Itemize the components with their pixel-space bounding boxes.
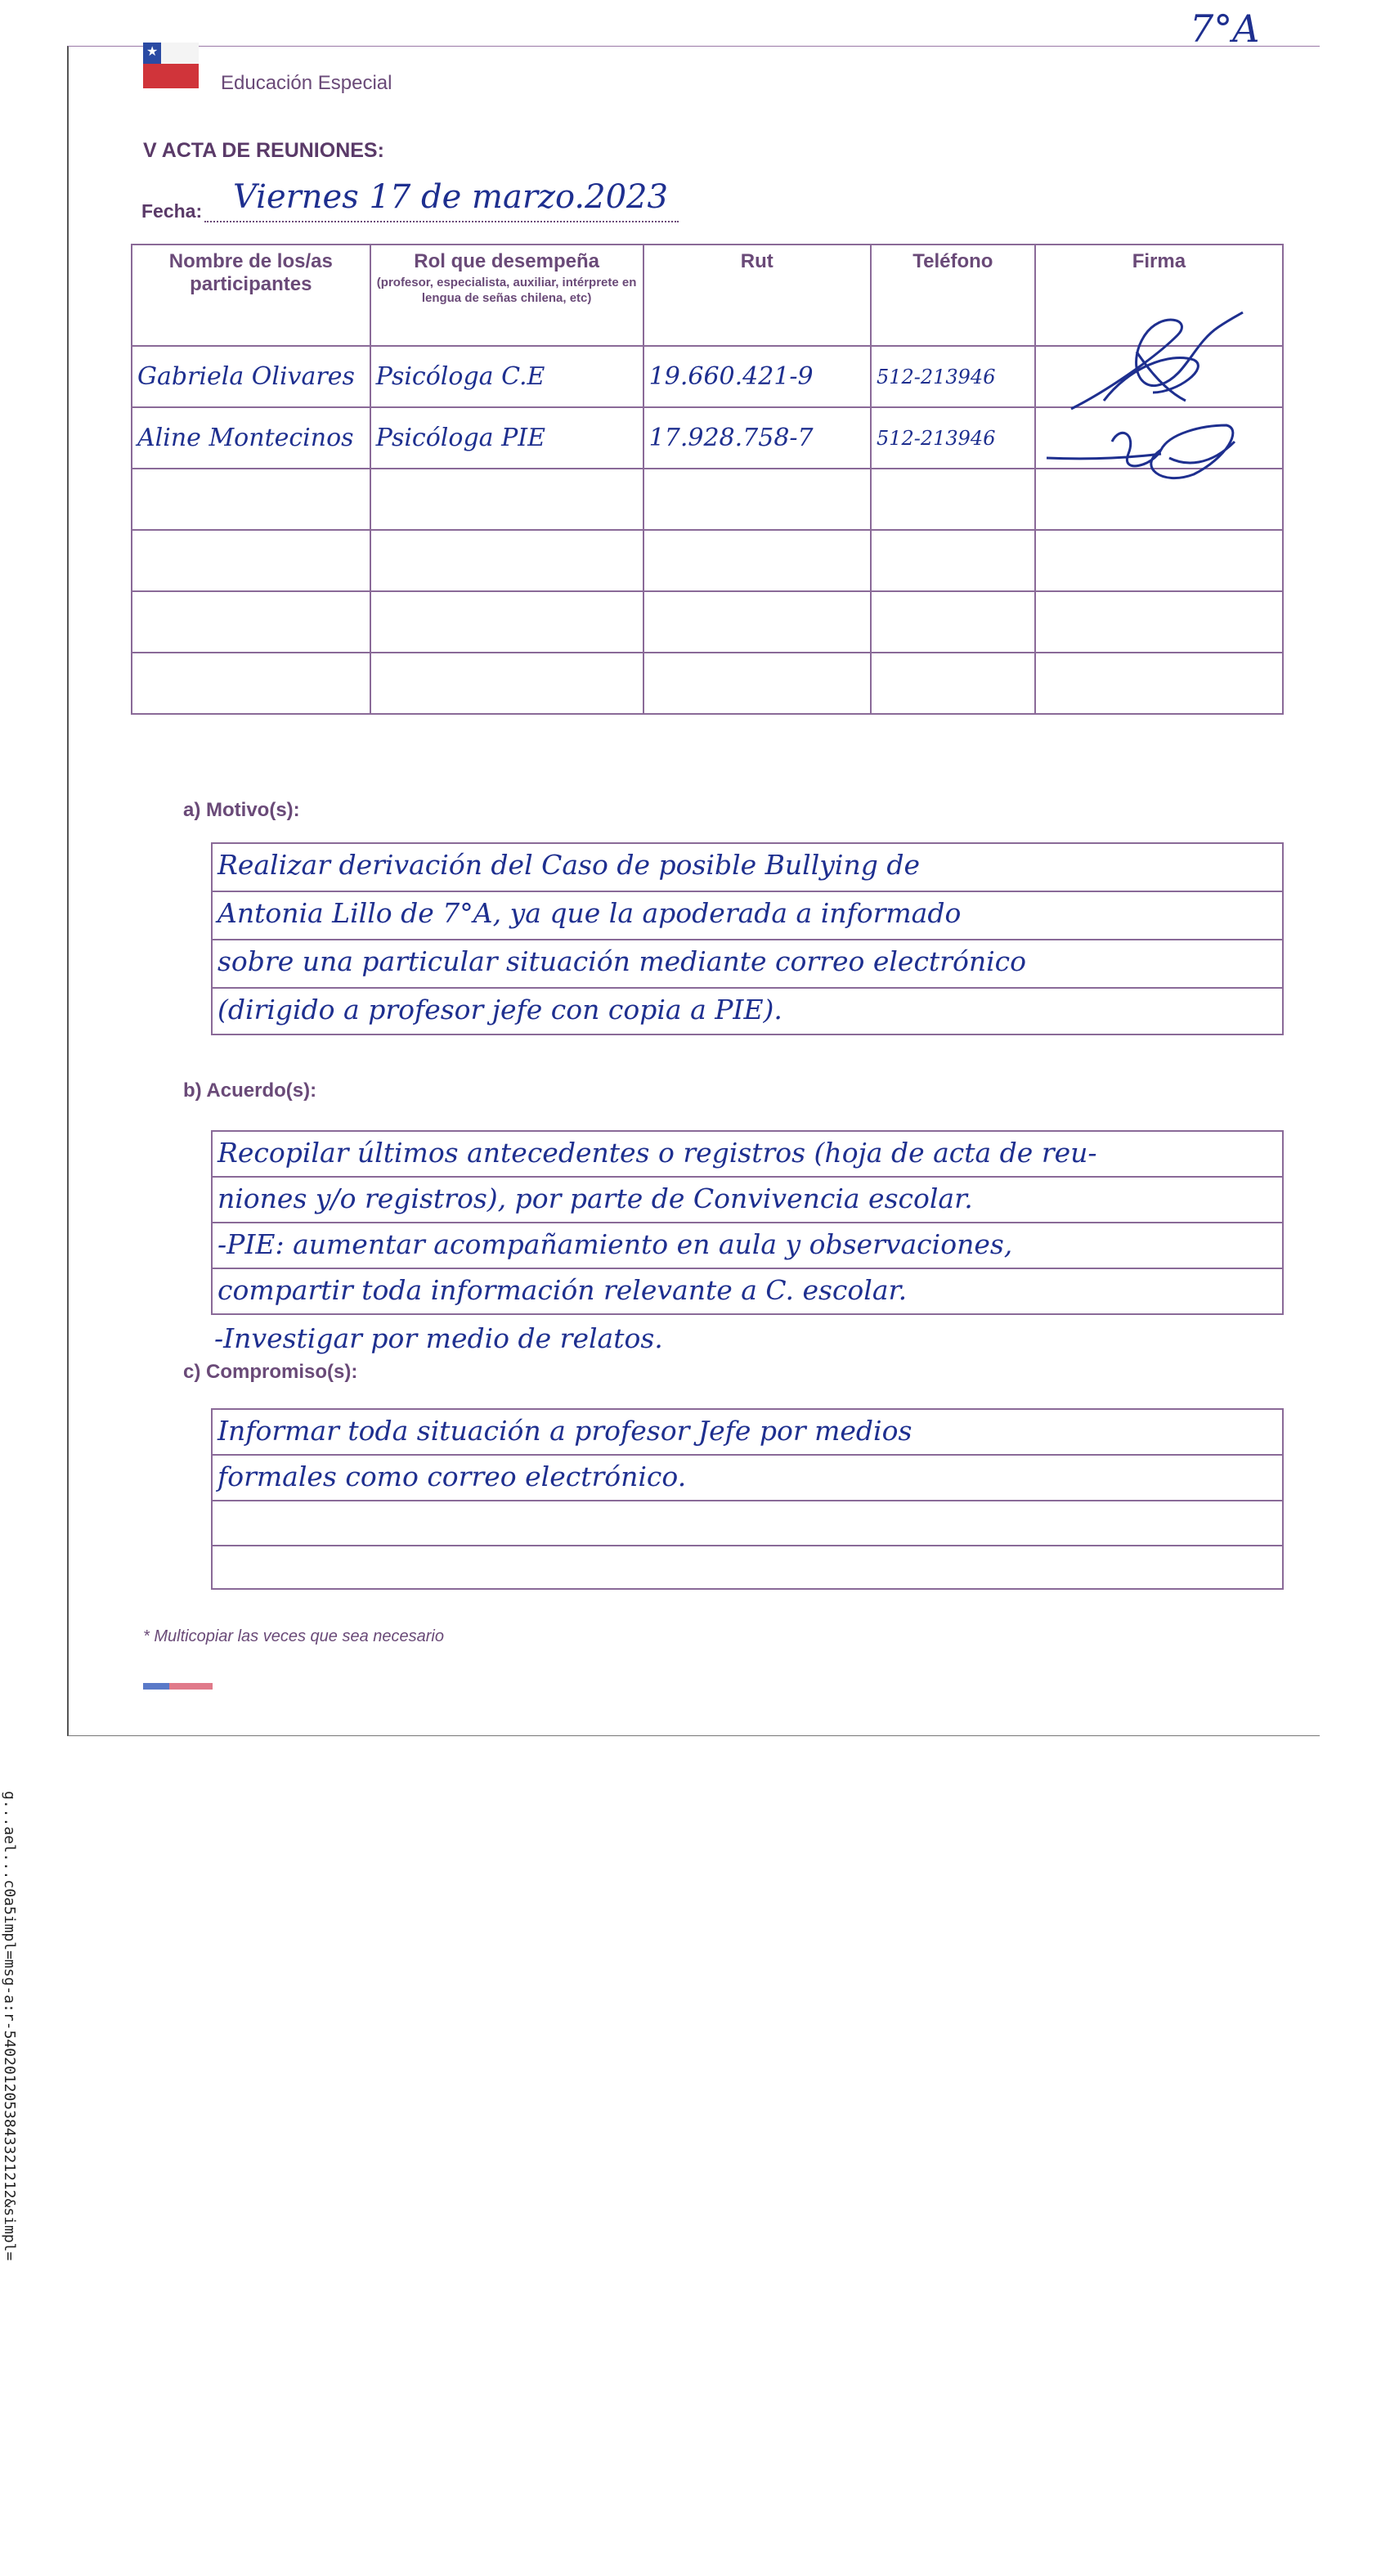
acuerdo-extra-line: -Investigar por medio de relatos. [214, 1322, 663, 1354]
acuerdo-line: niones y/o registros), por parte de Convivencia escolar. [213, 1178, 1282, 1223]
signature-1 [1055, 303, 1251, 425]
org-name: Educación Especial [221, 72, 392, 94]
acuerdo-line: -PIE: aumentar acompañamiento en aula y observaciones, [213, 1223, 1282, 1269]
acuerdo-line: Recopilar últimos antecedentes o registros (hoja de acta de reu- [213, 1132, 1282, 1178]
motivo-box [211, 842, 1284, 1035]
cell-telefono: 512-213946 [871, 346, 1035, 407]
motivo-line: (dirigido a profesor jefe con copia a PIE). [217, 994, 782, 1025]
footer-color-bar [143, 1683, 213, 1690]
acuerdo-label: b) Acuerdo(s): [183, 1079, 317, 1102]
footnote: * Multicopiar las veces que sea necesario [143, 1627, 444, 1645]
cell-rol: Psicóloga C.E [370, 346, 643, 407]
fecha-dotted-line [204, 221, 679, 222]
compromiso-line [213, 1501, 1282, 1546]
motivo-line: Antonia Lillo de 7°A, ya que la apoderada a informado [213, 892, 1282, 940]
table-row [132, 653, 1283, 714]
compromiso-line: Informar toda situación a profesor Jefe por medios [213, 1410, 1282, 1456]
cell-rut: 17.928.758-7 [643, 407, 871, 469]
motivo-label: a) Motivo(s): [183, 799, 300, 821]
compromiso-line: formales como correo electrónico. [213, 1456, 1282, 1501]
signature-2 [1038, 409, 1251, 499]
header-rut: Rut [643, 245, 871, 346]
cell-rol: Psicóloga PIE [370, 407, 643, 469]
side-url-text: g...ael...c0a5impl=msg-a:r-5402012053843321212&simpl= [1, 1791, 18, 2261]
table-row [132, 530, 1283, 591]
cell-rut: 19.660.421-9 [643, 346, 871, 407]
compromiso-box [211, 1408, 1284, 1590]
header-firma: Firma [1035, 245, 1283, 346]
motivo-line: Realizar derivación del Caso de posible Bullying de [213, 844, 1282, 892]
acuerdo-box [211, 1130, 1284, 1315]
header-rol: Rol que desempeña (profesor, especialista, auxiliar, intérprete en lengua de señas chilena, etc) [370, 245, 643, 346]
header-rol-sub: (profesor, especialista, auxiliar, intérprete en lengua de señas chilena, etc) [376, 276, 637, 305]
table-row [132, 591, 1283, 653]
acuerdo-line: compartir toda información relevante a C. escolar. [217, 1274, 908, 1306]
cell-nombre: Gabriela Olivares [132, 346, 370, 407]
compromiso-line [213, 1546, 1282, 1588]
section-title: V ACTA DE REUNIONES: [143, 139, 384, 162]
grade-note: 7°A [1190, 7, 1260, 51]
header-nombre: Nombre de los/as participantes [132, 245, 370, 346]
header-telefono: Teléfono [871, 245, 1035, 346]
compromiso-label: c) Compromiso(s): [183, 1361, 358, 1383]
chile-flag-logo: ★ [143, 43, 199, 88]
cell-nombre: Aline Montecinos [132, 407, 370, 469]
fecha-label: Fecha: [141, 200, 203, 222]
fecha-value: Viernes 17 de marzo.2023 [233, 178, 668, 216]
cell-telefono: 512-213946 [871, 407, 1035, 469]
motivo-line: sobre una particular situación mediante correo electrónico [213, 940, 1282, 989]
